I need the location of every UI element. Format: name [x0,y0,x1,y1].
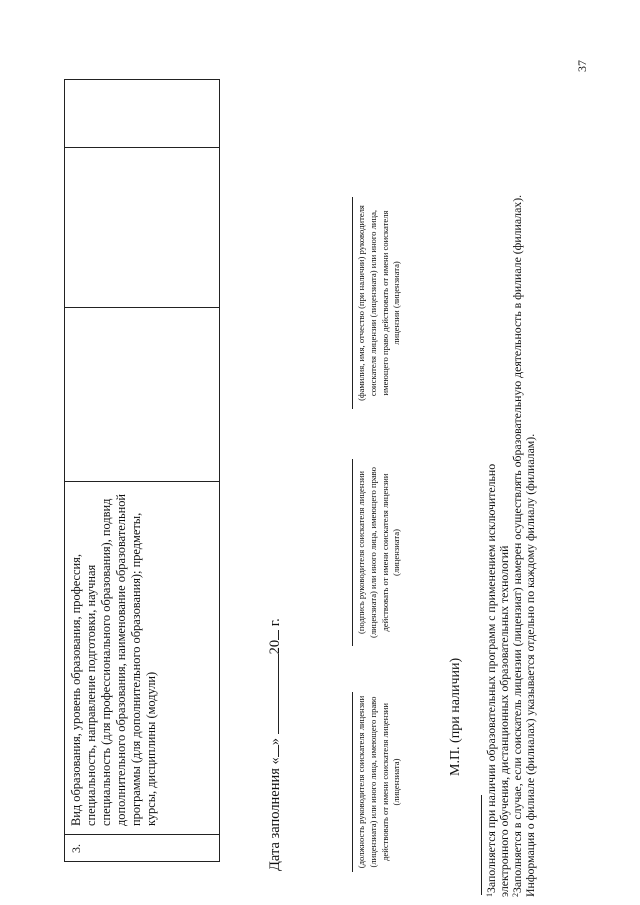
row-number: 3. [65,835,220,862]
empty-cell [65,148,220,308]
footnote-1-text: Заполняется при наличии образовательных программ с применением исключительно электронного обучения, дистанционных образовательных технологий [484,463,511,897]
footnote-3: Информация о филиале (филиалах) указывается отдельно по каждому филиалу (филиалам). [523,433,537,897]
stamp-label: М.П. (при наличии) [448,657,463,776]
license-form-table [64,79,220,862]
rotated-page: 3. Вид образования, уровень образования, профессия, специальность, направление подготовки, научная специальность (для профессионального образования), подвид дополнительного образования, наименование образовательной программы (для дополнительного образования); предметы, курсы, дисциплины (модули) Дата заполнения «» 20 г. (должность руководителя соискателя лицензии (лицензиата) или иного лица, имеющего право действовать от имени соискателя лицензии (лицензиата) (подпись руководителя соискателя лицензии (лицензиата) или иного лица, имеющего право действовать от имени соискателя лицензии (лицензиата) (фамилия, имя, отчество (при наличии) руководителя соискателя лицензии (лицензиата) или иного лица, имеющего право действовать от имени соискателя лицензии (лицензиата) М.П. (при наличии) $^1$Заполняется при наличии образовательных программ с применением исключительно электронного обучения, дистанционных образовательных технологий $^2$Заполняется в случае, если соискатель лицензии (лицензиат) намерен осуществлять образовательную деятельность в филиале (филиалах). Информация о филиале (филиалах) указывается отдельно по каждому филиалу (филиалам). 37 [0,0,640,905]
month-blank [278,654,279,734]
fill-date-label: Дата заполнения « [267,757,283,871]
empty-cell [65,80,220,148]
year-suffix: г. [267,618,283,627]
footnote-2-mark: 2 [511,893,520,897]
year-prefix: 20 [267,639,283,655]
signature-position: (должность руководителя соискателя лицензии (лицензиата) или иного лица, имеющего право действовать от имени соискателя лицензии (лицензиата) [352,692,403,872]
row-description: Вид образования, уровень образования, профессия, специальность, направление подготовки, научная специальность (для профессионального образования), подвид дополнительного образования, наименование образовательной программы (для дополнительного образования); предметы, курсы, дисциплины (модули) [65,482,220,835]
footnote-2-text: Заполняется в случае, если соискатель лицензии (лицензиат) намерен осуществлять образовательную деятельность в филиале (филиалах). [510,194,524,893]
year-blank [278,630,279,640]
table-row [65,80,220,862]
signature-sign: (подпись руководителя соискателя лицензии (лицензиата) или иного лица, имеющего право действовать от имени соискателя лицензии (лицензиата) [352,459,403,646]
footnote-1 [485,427,511,897]
footnote-1-mark: 1 [485,893,494,897]
fill-date-close-quote: » [267,737,283,746]
signature-name: (фамилия, имя, отчество (при наличии) руководителя соискателя лицензии (лицензиата) или иного лица, имеющего право действовать от имени соискателя лицензии (лицензиата) [352,197,403,409]
day-blank [278,745,279,757]
empty-cell [65,308,220,482]
footnote-divider [481,795,482,895]
fill-date [267,618,284,871]
